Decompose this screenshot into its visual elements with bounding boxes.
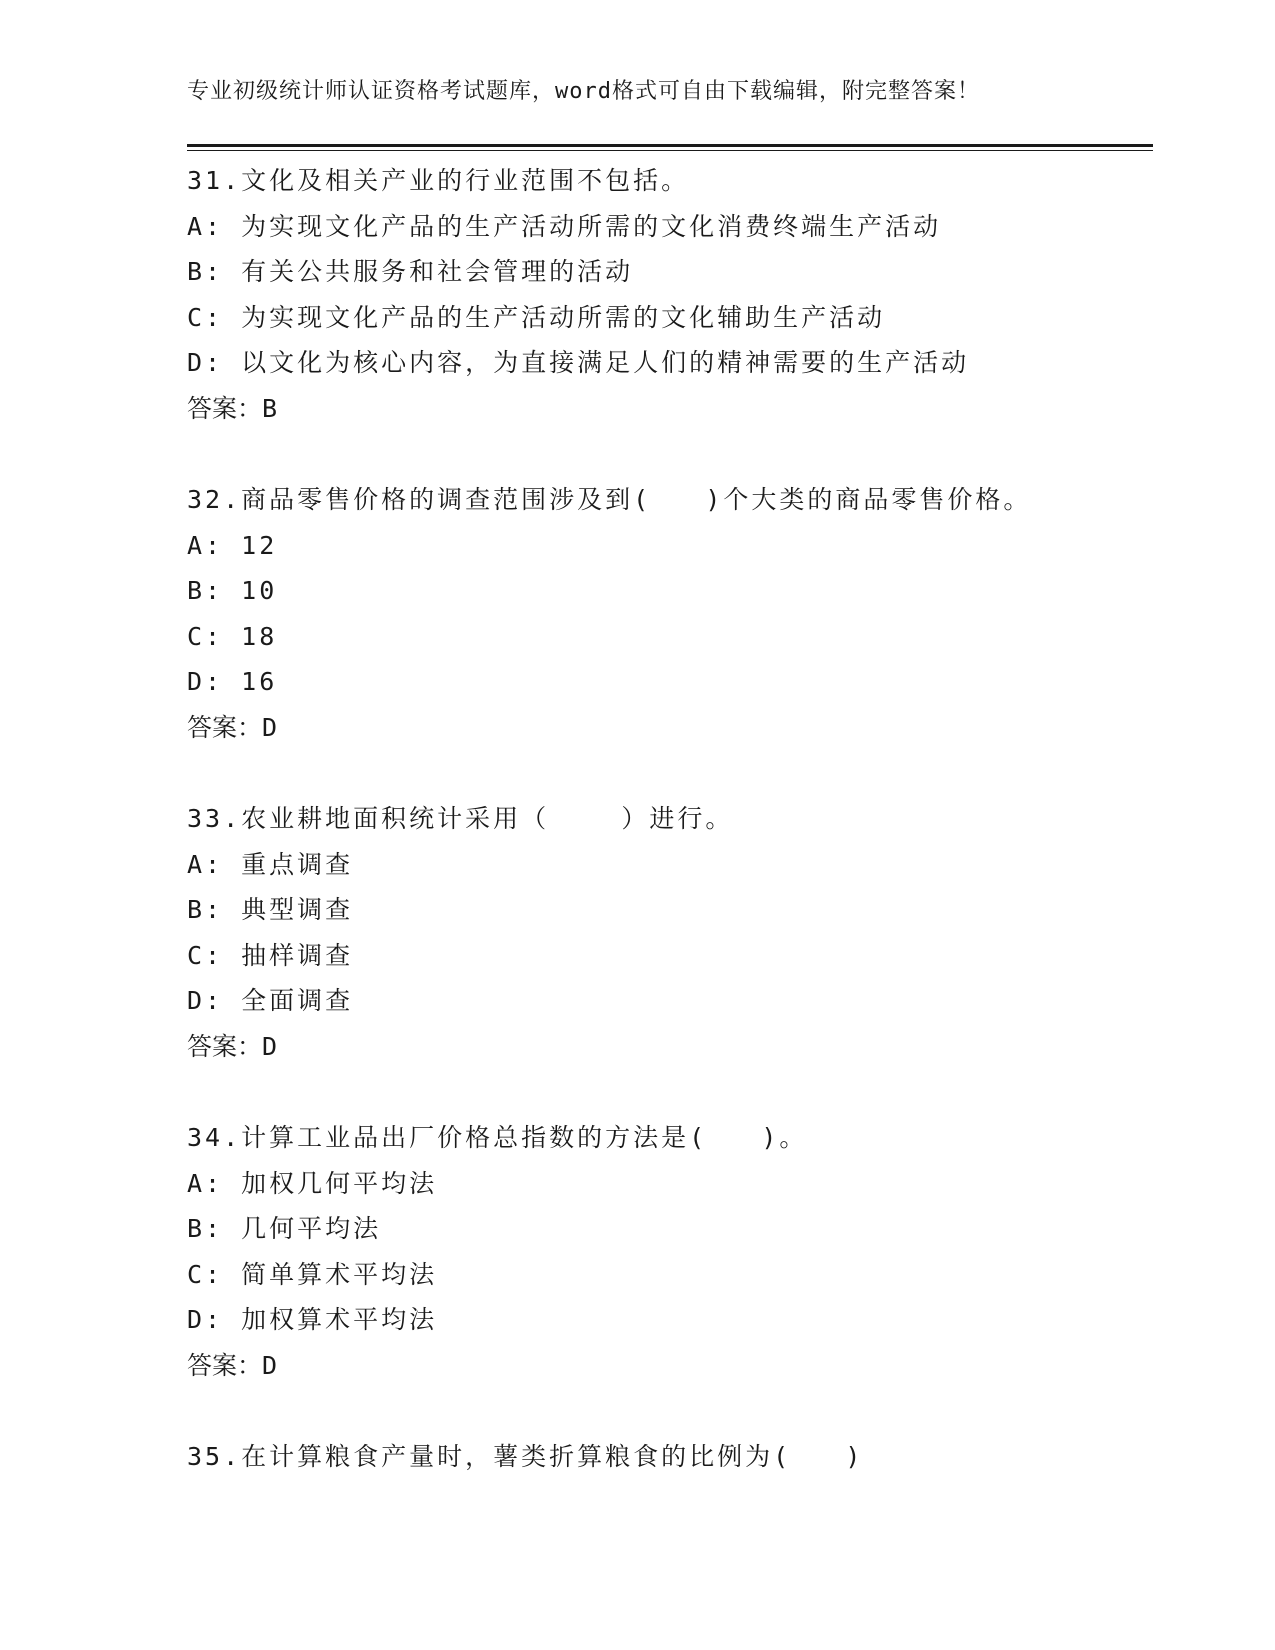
answer-label: 答案：	[187, 712, 263, 742]
option-c: C: 简单算术平均法	[187, 1259, 438, 1289]
question-32	[187, 477, 1153, 750]
option-b: B: 10	[187, 576, 278, 605]
option-b: B: 几何平均法	[187, 1214, 382, 1243]
option-a: A: 重点调查	[187, 849, 354, 879]
answer-label: 答案：	[187, 1350, 263, 1380]
option-c: C: 抽样调查	[187, 940, 354, 970]
answer-value: D	[262, 712, 278, 742]
answer-line	[187, 386, 1153, 432]
answer-value: D	[262, 1031, 278, 1061]
question-stem: 33.农业耕地面积统计采用（ ）进行。	[187, 804, 734, 833]
answer-line	[187, 1343, 1153, 1389]
option-d: D: 16	[187, 667, 278, 696]
answer-label: 答案：	[187, 393, 263, 423]
answer-label: 答案：	[187, 1031, 263, 1061]
option-a: A: 为实现文化产品的生产活动所需的文化消费终端生产活动	[187, 211, 942, 241]
option-b: B: 有关公共服务和社会管理的活动	[187, 257, 634, 286]
option-a: A: 加权几何平均法	[187, 1168, 438, 1198]
answer-line	[187, 1024, 1153, 1070]
question-31	[187, 158, 1153, 431]
option-a: A: 12	[187, 530, 278, 560]
question-list	[187, 158, 1153, 1526]
header-rule-thick	[187, 144, 1153, 147]
header-rule-thin	[187, 150, 1153, 151]
question-stem: 35.在计算粮食产量时，薯类折算粮食的比例为( )	[187, 1442, 864, 1471]
question-stem: 32.商品零售价格的调查范围涉及到( )个大类的商品零售价格。	[187, 485, 1032, 514]
option-b: B: 典型调查	[187, 895, 354, 924]
question-34	[187, 1115, 1153, 1388]
option-c: C: 18	[187, 621, 278, 651]
option-d: D: 以文化为核心内容，为直接满足人们的精神需要的生产活动	[187, 348, 970, 377]
option-d: D: 全面调查	[187, 986, 354, 1015]
option-d: D: 加权算术平均法	[187, 1305, 438, 1334]
question-35	[187, 1434, 1153, 1480]
question-stem: 31.文化及相关产业的行业范围不包括。	[187, 166, 690, 195]
answer-line	[187, 705, 1153, 751]
question-33	[187, 796, 1153, 1069]
answer-value: B	[262, 393, 278, 423]
question-stem: 34.计算工业品出厂价格总指数的方法是( )。	[187, 1123, 808, 1152]
page-header: 专业初级统计师认证资格考试题库，word格式可自由下载编辑，附完整答案！	[187, 79, 980, 104]
option-c: C: 为实现文化产品的生产活动所需的文化辅助生产活动	[187, 302, 886, 332]
answer-value: D	[262, 1350, 278, 1380]
